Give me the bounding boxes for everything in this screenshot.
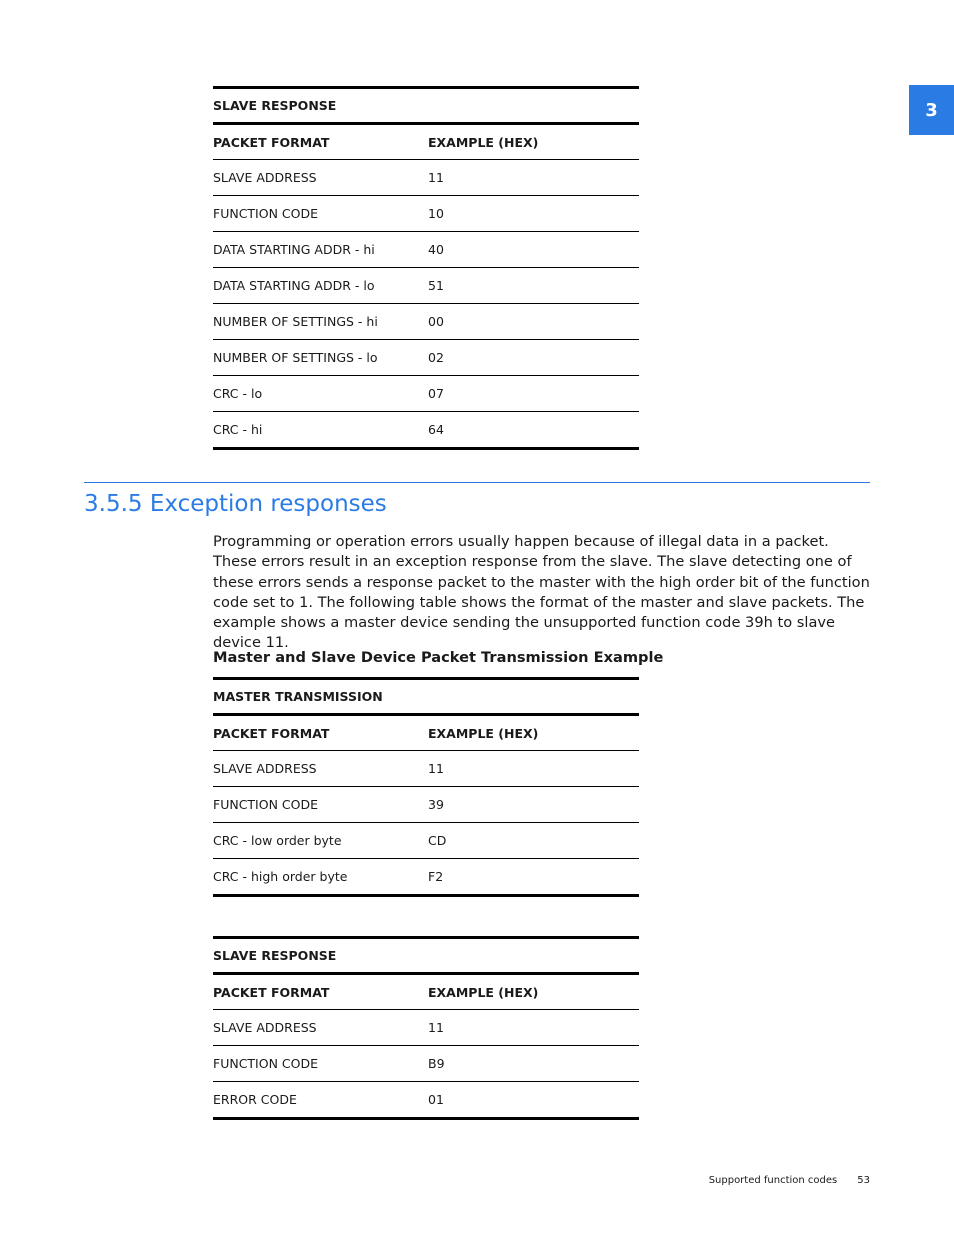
table-row — [213, 160, 639, 196]
section-heading: 3.5.5 Exception responses — [84, 491, 387, 517]
slave-response-table — [213, 936, 639, 1120]
table-row — [213, 1010, 639, 1046]
section-body-text: Programming or operation errors usually happen because of illegal data in a packet. These errors result in an exception response from the slave. The slave detecting one of these errors sends a response packet to the master with the high order bit of the function code set to 1. The following table shows the format of the master and slave packets. The example shows a master device sending the unsupported function code 39h to slave device 11. — [213, 533, 870, 652]
page-number: 53 — [857, 1175, 870, 1186]
packet-format-cell: FUNCTION CODE — [213, 196, 428, 232]
packet-format-cell: SLAVE ADDRESS — [213, 160, 428, 196]
table-row — [213, 232, 639, 268]
table-row — [213, 859, 639, 896]
example-hex-cell: 64 — [428, 412, 639, 449]
table-row — [213, 268, 639, 304]
table-title: SLAVE RESPONSE — [213, 88, 639, 124]
table-caption: Master and Slave Device Packet Transmission Example — [213, 649, 664, 666]
table-row — [213, 196, 639, 232]
page-footer — [650, 1175, 870, 1186]
packet-format-cell: ERROR CODE — [213, 1082, 428, 1119]
footer-label: Supported function codes — [708, 1175, 838, 1186]
example-hex-cell: 11 — [428, 160, 639, 196]
packet-format-cell: NUMBER OF SETTINGS - lo — [213, 340, 428, 376]
packet-format-cell: CRC - low order byte — [213, 823, 428, 859]
table-header-row — [213, 974, 639, 1010]
table-title: SLAVE RESPONSE — [213, 938, 639, 974]
example-hex-cell: 10 — [428, 196, 639, 232]
table-row — [213, 412, 639, 449]
packet-format-cell: DATA STARTING ADDR - hi — [213, 232, 428, 268]
example-hex-cell: 11 — [428, 1010, 639, 1046]
example-hex-cell: 40 — [428, 232, 639, 268]
table-title: MASTER TRANSMISSION — [213, 679, 639, 715]
chapter-tab: 3 — [909, 85, 954, 135]
example-hex-cell: 00 — [428, 304, 639, 340]
packet-format-cell: FUNCTION CODE — [213, 787, 428, 823]
column-header-example: EXAMPLE (HEX) — [428, 124, 639, 160]
column-header-packet-format: PACKET FORMAT — [213, 715, 428, 751]
example-hex-cell: F2 — [428, 859, 639, 896]
table-row — [213, 1082, 639, 1119]
packet-format-cell: FUNCTION CODE — [213, 1046, 428, 1082]
example-hex-cell: 01 — [428, 1082, 639, 1119]
example-hex-cell: 02 — [428, 340, 639, 376]
table-row — [213, 823, 639, 859]
table-row — [213, 1046, 639, 1082]
packet-format-cell: SLAVE ADDRESS — [213, 751, 428, 787]
table-title-row — [213, 88, 639, 124]
column-header-packet-format: PACKET FORMAT — [213, 974, 428, 1010]
example-hex-cell: 11 — [428, 751, 639, 787]
example-hex-cell: CD — [428, 823, 639, 859]
table-row — [213, 751, 639, 787]
packet-format-cell: CRC - lo — [213, 376, 428, 412]
packet-format-cell: CRC - high order byte — [213, 859, 428, 896]
table-row — [213, 787, 639, 823]
example-hex-cell: 07 — [428, 376, 639, 412]
example-hex-cell: 39 — [428, 787, 639, 823]
table-row — [213, 304, 639, 340]
table-row — [213, 376, 639, 412]
master-transmission-table — [213, 677, 639, 897]
example-hex-cell: B9 — [428, 1046, 639, 1082]
example-hex-cell: 51 — [428, 268, 639, 304]
column-header-example: EXAMPLE (HEX) — [428, 715, 639, 751]
table-header-row — [213, 715, 639, 751]
column-header-packet-format: PACKET FORMAT — [213, 124, 428, 160]
table-header-row — [213, 124, 639, 160]
table-row — [213, 340, 639, 376]
packet-format-cell: NUMBER OF SETTINGS - hi — [213, 304, 428, 340]
packet-format-cell: DATA STARTING ADDR - lo — [213, 268, 428, 304]
column-header-example: EXAMPLE (HEX) — [428, 974, 639, 1010]
table-title-row — [213, 938, 639, 974]
table-title-row — [213, 679, 639, 715]
packet-format-cell: CRC - hi — [213, 412, 428, 449]
slave-response-table — [213, 86, 639, 450]
packet-format-cell: SLAVE ADDRESS — [213, 1010, 428, 1046]
section-divider — [84, 482, 870, 483]
